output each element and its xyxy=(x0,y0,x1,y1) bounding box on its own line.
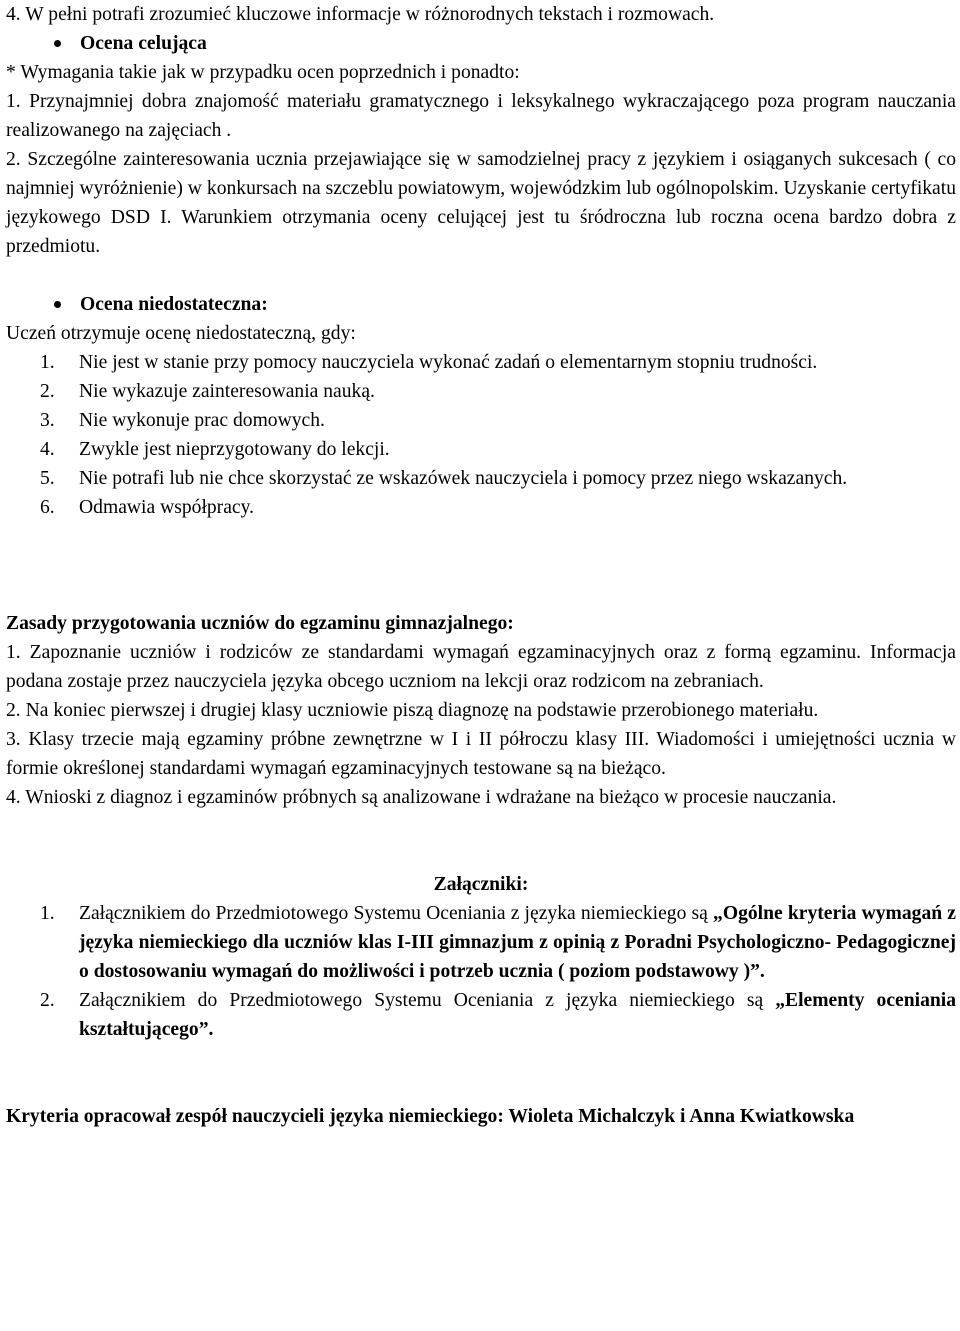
grade-celujaca-intro: * Wymagania takie jak w przypadku ocen poprzednich i ponadto: xyxy=(6,62,520,83)
list-item: 6. Odmawia współpracy. xyxy=(40,497,255,518)
exam-prep-item-2: 2. Na koniec pierwszej i drugiej klasy uczniowie piszą diagnozę na podstawie przerobionego materiału. xyxy=(6,700,819,721)
criteria-item-4: 4. W pełni potrafi zrozumieć kluczowe informacje w różnorodnych tekstach i rozmowach. xyxy=(6,4,715,25)
list-item: 1. Nie jest w stanie przy pomocy nauczyciela wykonać zadań o elementarnym stopniu trudności. xyxy=(40,352,818,373)
attachments-heading: Załączniki: xyxy=(433,874,529,895)
grade-celujaca-item-2: 2. Szczególne zainteresowania ucznia przejawiające się w samodzielnej pracy z językiem i osiąganych sukcesach ( co najmniej wyróżnienie) w konkursach na szczeblu powiatowym, wojewódzkim lub ogólnopolskim. Uzyskanie certyfikatu językowego DSD I. Warunkiem otrzymania oceny celującej jest tu śródroczna lub roczna ocena bardzo dobra z przedmiotu. xyxy=(6,149,956,257)
attachments-list xyxy=(6,899,956,1044)
list-item: 2. Nie wykazuje zainteresowania nauką. xyxy=(40,381,375,402)
list-item: 1. Załącznikiem do Przedmiotowego Systemu Oceniania z języka niemieckiego są „Ogólne kryteria wymagań z języka niemieckiego dla uczniów klas I-III gimnazjum z opinią z Poradni Psychologiczno- Pedagogicznej o dostosowaniu wymagań do możliwości i potrzeb ucznia ( poziom podstawowy )”. xyxy=(40,903,956,982)
exam-prep-item-3: 3. Klasy trzecie mają egzaminy próbne zewnętrzne w I i II półroczu klasy III. Wiadomości i umiejętności ucznia w formie określonej standardami wymagań egzaminacyjnych testowane są na bieżąco. xyxy=(6,729,956,779)
document-page xyxy=(6,0,956,1131)
exam-prep-item-1: 1. Zapoznanie uczniów i rodziców ze standardami wymagań egzaminacyjnych oraz z formą egzaminu. Informacja podana zostaje przez nauczyciela języka obcego uczniom na lekcji oraz rodzicom na zebraniach. xyxy=(6,642,956,692)
list-item: 3. Nie wykonuje prac domowych. xyxy=(40,410,325,431)
niedostateczna-list xyxy=(6,348,956,522)
exam-prep-item-4: 4. Wnioski z diagnoz i egzaminów próbnych są analizowane i wdrażane na bieżąco w procesie nauczania. xyxy=(6,787,837,808)
grade-celujaca-item-1: 1. Przynajmniej dobra znajomość materiału gramatycznego i leksykalnego wykraczającego poza program nauczania realizowanego na zajęciach . xyxy=(6,91,956,141)
grade-niedostateczna-intro: Uczeń otrzymuje ocenę niedostateczną, gdy: xyxy=(6,323,356,344)
list-item: 2. Załącznikiem do Przedmiotowego Systemu Oceniania z języka niemieckiego są „Elementy oceniania kształtującego”. xyxy=(40,990,957,1040)
grade-niedostateczna-heading: Ocena niedostateczna: xyxy=(6,290,956,319)
list-item: 4. Zwykle jest nieprzygotowany do lekcji. xyxy=(40,439,390,460)
grade-celujaca-heading: Ocena celująca xyxy=(6,29,956,58)
list-item: 5. Nie potrafi lub nie chce skorzystać ze wskazówek nauczyciela i pomocy przez niego wskazanych. xyxy=(40,468,848,489)
authors-footer: Kryteria opracował zespół nauczycieli języka niemieckiego: Wioleta Michalczyk i Anna Kwiatkowska xyxy=(6,1106,855,1127)
exam-prep-heading: Zasady przygotowania uczniów do egzaminu gimnazjalnego: xyxy=(6,613,514,634)
